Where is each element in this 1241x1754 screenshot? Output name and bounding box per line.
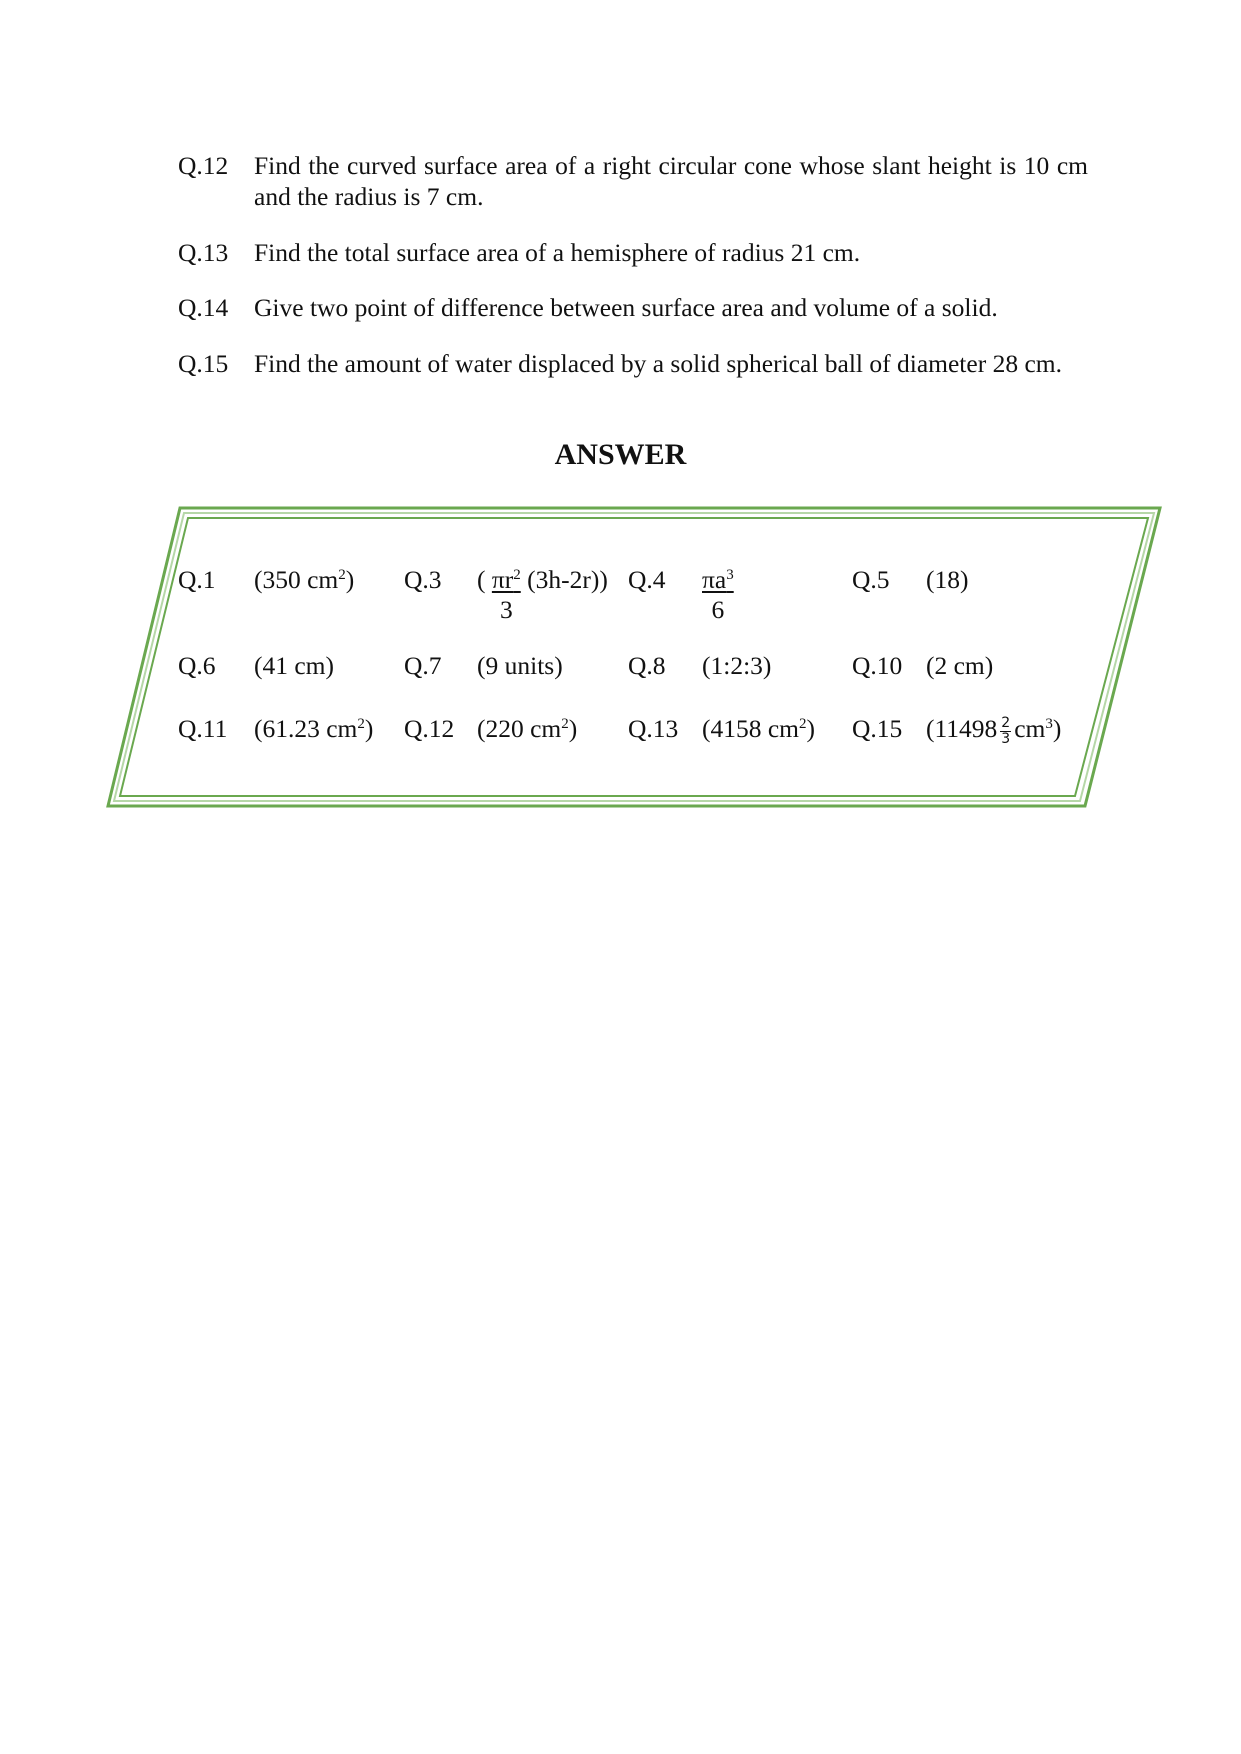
answer-q12-value: (220 $cm^2$) bbox=[477, 714, 578, 743]
answer-heading: ANSWER bbox=[554, 438, 687, 471]
answer-q12-label: Q.12 bbox=[404, 714, 455, 743]
answer-q10-label: Q.10 bbox=[852, 651, 903, 680]
answer-q8-value: (1:2:3) bbox=[702, 651, 772, 680]
question-number: Q.12 bbox=[178, 151, 229, 180]
answer-q3-label: Q.3 bbox=[404, 565, 442, 594]
answer-q5-label: Q.5 bbox=[852, 565, 890, 594]
answer-q7-label: Q.7 bbox=[404, 651, 442, 680]
answer-q6-label: Q.6 bbox=[178, 651, 216, 680]
question-text: Find the total surface area of a hemisphere of radius 21 cm. bbox=[254, 238, 861, 267]
answer-q4-value bbox=[702, 565, 734, 625]
fraction: $\frac{\pi a^3}{6}$ bbox=[702, 565, 734, 624]
answer-q13-label: Q.13 bbox=[628, 714, 679, 743]
answer-q11-value: (61.23 $cm^2$) bbox=[254, 714, 374, 743]
question-text: Give two point of difference between surface area and volume of a solid. bbox=[254, 293, 998, 322]
question-text: Find the curved surface area of a right circular cone whose slant height is 10 cm and the radius is 7 cm. bbox=[254, 151, 1088, 211]
answer-q11-label: Q.11 bbox=[178, 714, 228, 743]
fraction: $\frac{\pi r^2}{3}$ bbox=[491, 565, 521, 624]
question-number: Q.14 bbox=[178, 293, 229, 322]
answer-q3-value: ( $\frac{\pi r^2}{3}$ (3h-2r)) bbox=[477, 565, 608, 624]
question-text: Find the amount of water displaced by a solid spherical ball of diameter 28 cm. bbox=[254, 349, 1062, 378]
answer-q1-label: Q.1 bbox=[178, 565, 216, 594]
answer-q8-label: Q.8 bbox=[628, 651, 666, 680]
answer-q15-label: Q.15 bbox=[852, 714, 903, 743]
answer-q7-value: (9 units) bbox=[477, 651, 563, 680]
question-number: Q.15 bbox=[178, 349, 229, 378]
question-number: Q.13 bbox=[178, 238, 229, 267]
answer-q10-value: (2 cm) bbox=[926, 651, 994, 680]
answer-q4-label: Q.4 bbox=[628, 565, 666, 594]
fraction: $\frac{2}{3}$ bbox=[1001, 714, 1011, 747]
answer-q1-value: (350 $cm^2$) bbox=[254, 565, 355, 594]
answer-q5-value: (18) bbox=[926, 565, 969, 594]
answer-q13-value: (4158 $cm^2$) bbox=[702, 714, 816, 743]
answer-q6-value: (41 cm) bbox=[254, 651, 335, 680]
answer-q15-value: (11498 $\frac{2}{3}$ $cm^3$) bbox=[926, 714, 1062, 747]
